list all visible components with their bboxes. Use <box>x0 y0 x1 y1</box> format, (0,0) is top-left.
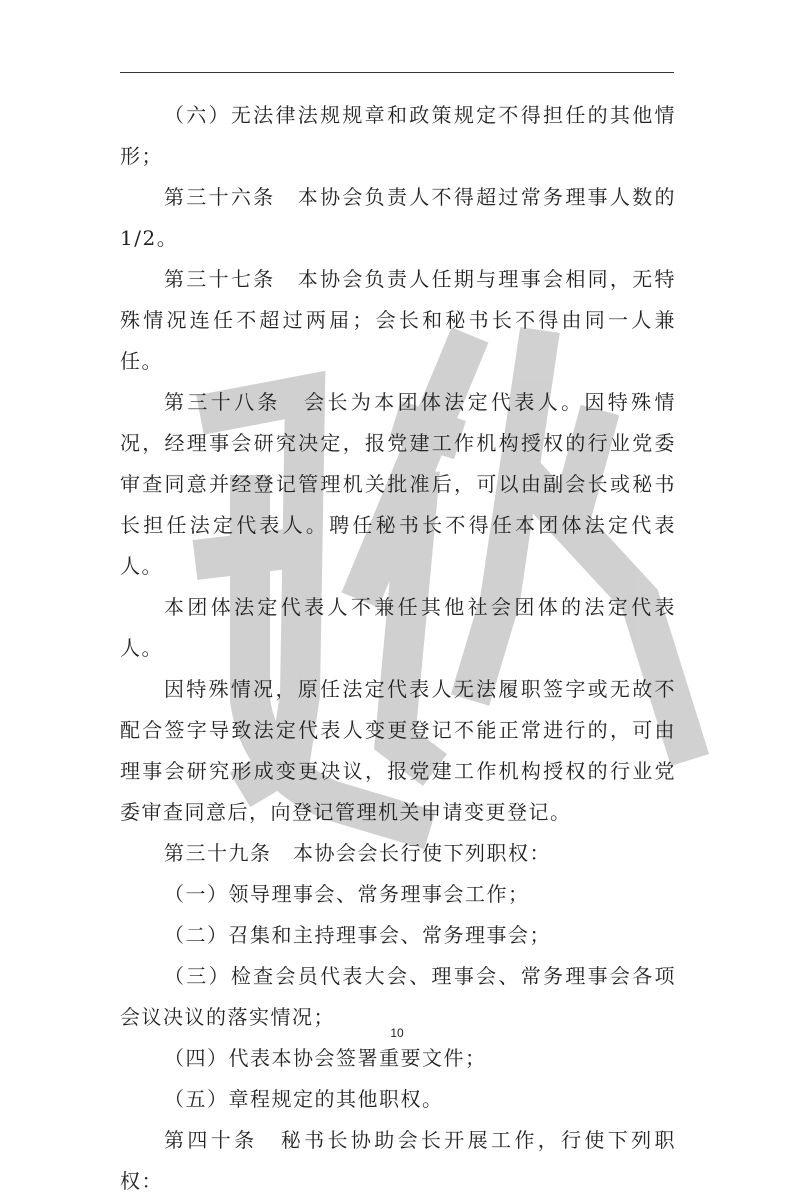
article-37: 第三十七条 本协会负责人任期与理事会相同，无特殊情况连任不超过两届；会长和秘书长不得由同一人兼任。 <box>120 267 676 373</box>
page-number: 10 <box>390 1026 404 1040</box>
article-39: 第三十九条 本协会会长行使下列职权： <box>164 841 551 865</box>
article-36: 第三十六条 本协会负责人不得超过常务理事人数的1/2。 <box>120 185 676 250</box>
article-39-item-4: （四）代表本协会签署重要文件； <box>164 1046 487 1070</box>
article-38-paragraph-3: 因特殊情况，原任法定代表人无法履职签字或无故不配合签字导致法定代表人变更登记不能正常进行的，可由理事会研究形成变更决议，报党建工作机构授权的行业党委审查同意后，向登记管理机关申请变更登记。 <box>120 677 676 824</box>
article-39-item-3: （三）检查会员代表大会、理事会、常务理事会各项会议决议的落实情况； <box>120 964 676 1029</box>
clause-item-6: （六）无法律法规规章和政策规定不得担任的其他情形； <box>120 103 676 168</box>
article-39-item-5: （五）章程规定的其他职权。 <box>164 1087 444 1111</box>
article-39-item-2: （二）召集和主持理事会、常务理事会； <box>164 923 551 947</box>
article-39-item-1: （一）领导理事会、常务理事会工作； <box>164 882 530 906</box>
article-40: 第四十条 秘书长协助会长开展工作，行使下列职权： <box>120 1128 676 1193</box>
article-38: 第三十八条 会长为本团体法定代表人。因特殊情况，经理事会研究决定，报党建工作机构授权的行业党委审查同意并经登记管理机关批准后，可以由副会长或秘书长担任法定代表人。聘任秘书长不得任本团体法定代表人。 <box>120 390 676 578</box>
header-rule <box>120 72 674 73</box>
article-38-paragraph-2: 本团体法定代表人不兼任其他社会团体的法定代表人。 <box>120 595 676 660</box>
